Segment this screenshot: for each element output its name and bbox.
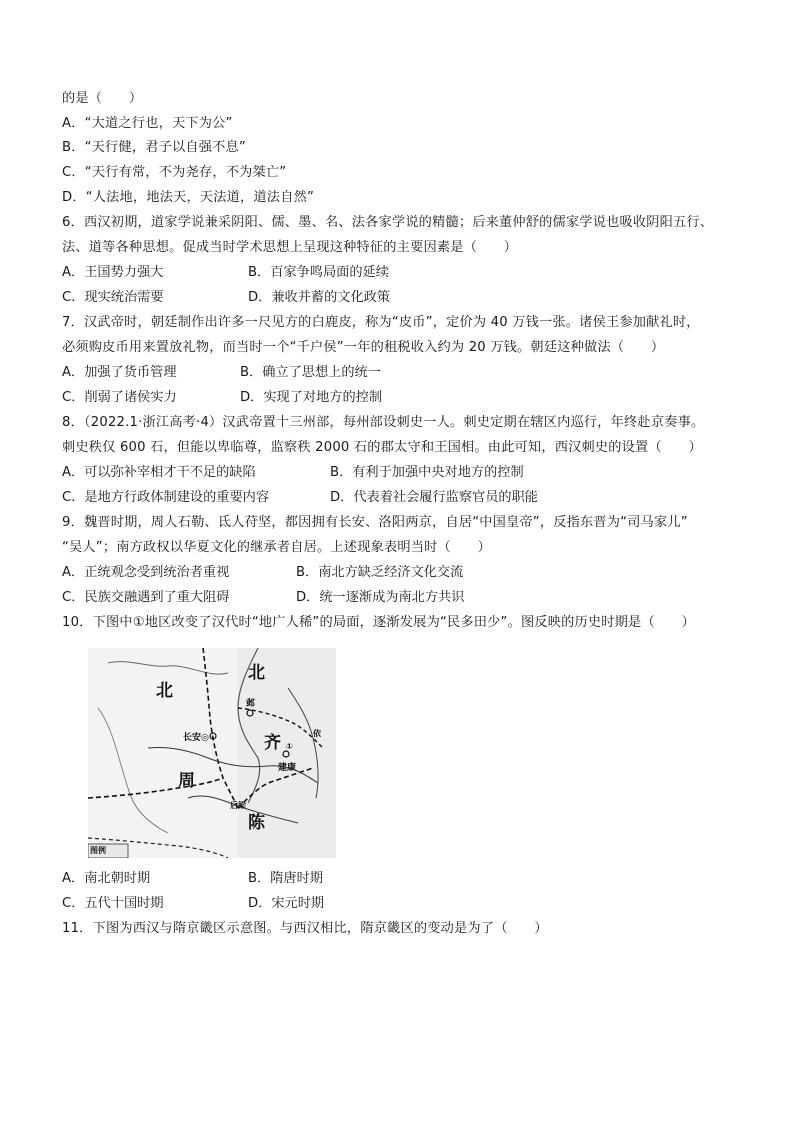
q8-stem-line1: 8．（2022.1·浙江高考·4）汉武帝置十三州部，每州部设刺史一人。刺史定期在辖区内巡行，年终赴京奏事。 [62,415,705,430]
map-label-yi: 依 [313,729,321,738]
q5-stem-tail: 的是（ ） [62,91,143,106]
q8-option-d: D．代表着社会履行监察官员的职能 [330,490,538,505]
q9-option-c: C．民族交融遇到了重大阻碍 [62,590,230,605]
map-outline [88,648,336,858]
q11-stem: 11．下图为西汉与隋京畿区示意图。与西汉相比，隋京畿区的变动是为了（ ） [62,921,548,936]
map-label-north-east: 北 [248,663,265,683]
q8-option-b: B．有利于加强中央对地方的控制 [330,465,524,480]
q6-option-a: A．王国势力强大 [62,265,164,280]
map-label-scale: 图例 [90,846,106,855]
map-label-changan: 长安◎ [183,733,209,743]
q8-option-a: A．可以弥补宰相才干不足的缺陷 [62,465,256,480]
map-label-north-west: 北 [156,681,173,701]
map-label-jiankang: 建康 [278,763,297,773]
q9-option-a: A．正统观念受到统治者重视 [62,565,230,580]
q10-option-c: C．五代十国时期 [62,896,164,911]
q7-stem-line1: 7．汉武帝时，朝廷制作出许多一尺见方的白鹿皮，称为“皮币”，定价为 40 万钱一张。诸侯王参加献礼时， [62,315,700,330]
q9-option-b: B．南北方缺乏经济文化交流 [296,565,464,580]
q7-option-a: A．加强了货币管理 [62,365,177,380]
map-label-houliang: 后梁 [230,801,246,810]
q10-option-b: B．隋唐时期 [248,871,323,886]
q7-stem-line2: 必须购皮币用来置放礼物，而当时一个“千户侯”一年的租税收入约为 20 万钱。朝廷这种做法（ ） [62,340,665,355]
q9-stem-line1: 9．魏晋时期，周人石勒、氐人苻坚，都因拥有长安、洛阳两京，自居“中国皇帝”，反指东晋为“司马家儿” [62,515,688,530]
map-label-circle-1: ① [286,742,293,751]
q7-option-c: C．削弱了诸侯实力 [62,390,177,405]
map-label-zhou: 周 [178,771,195,791]
q8-stem-line2: 刺史秩仅 600 石，但能以卑临尊，监察秩 2000 石的郡太守和王国相。由此可知，西汉刺史的设置（ ） [62,440,702,455]
q5-option-c: C．“天行有常，不为尧存，不为桀亡” [62,165,287,180]
map-label-chen: 陈 [248,813,265,833]
q7-option-b: B．确立了思想上的统一 [240,365,381,380]
q10-option-a: A．南北朝时期 [62,871,151,886]
q5-option-b: B．“天行健，君子以自强不息” [62,140,246,155]
q6-option-b: B．百家争鸣局面的延续 [248,265,389,280]
q6-stem-line2: 法、道等各种思想。促成当时学术思想上呈现这种特征的主要因素是（ ） [62,240,518,255]
map-label-qi: 齐 [264,733,281,753]
q9-option-d: D．统一逐渐成为南北方共识 [296,590,465,605]
map-label-ye: 邺 [246,699,256,709]
q6-stem-line1: 6．西汉初期，道家学说兼采阴阳、儒、墨、名、法各家学说的精髓；后来董仲舒的儒家学说也吸收阴阳五行、 [62,215,714,230]
q8-option-c: C．是地方行政体制建设的重要内容 [62,490,270,505]
q5-option-a: A．“大道之行也，天下为公” [62,116,233,131]
q10-option-d: D．宋元时期 [248,896,325,911]
q10-map-figure [88,648,336,858]
q6-option-c: C．现实统治需要 [62,290,164,305]
q9-stem-line2: “吴人”；南方政权以华夏文化的继承者自居。上述现象表明当时（ ） [62,540,492,555]
q6-option-d: D．兼收并蓄的文化政策 [248,290,391,305]
q7-option-d: D．实现了对地方的控制 [240,390,383,405]
q5-option-d: D．“人法地，地法天，天法道，道法自然” [62,190,315,205]
q10-stem: 10．下图中①地区改变了汉代时“地广人稀”的局面，逐渐发展为“民多田少”。图反映的历史时期是（ ） [62,615,695,630]
